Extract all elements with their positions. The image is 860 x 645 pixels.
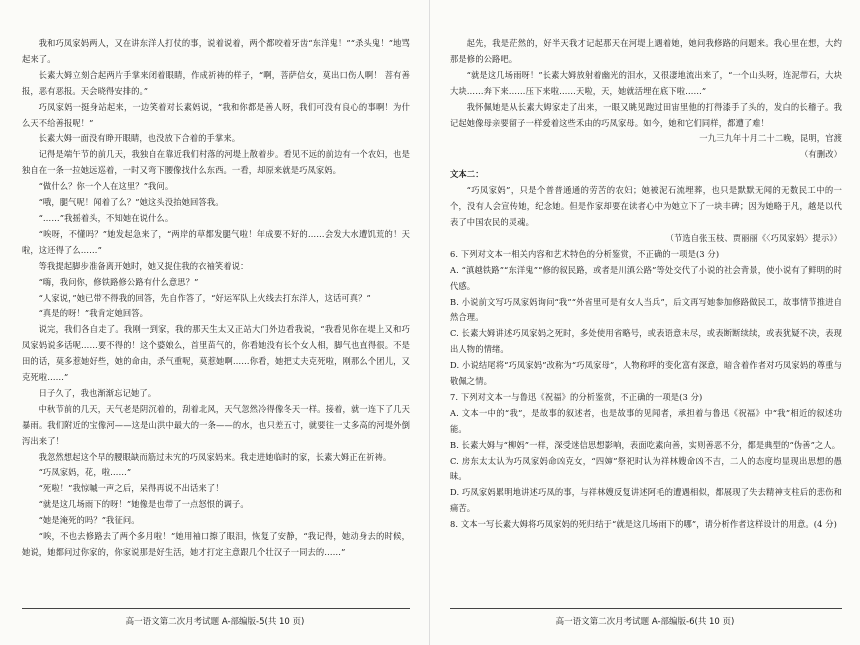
- left-paragraph: 记得是端午节的前几天，我独自在靠近我们村落的河堤上散着步。看见不远的前边有一个农妇，也是独自在一条一拉她远巡着，一时又弯下腰像找什么东西。一看，却原来就是巧凤家妈。: [22, 149, 410, 176]
- question-line: 6. 下列对文本一相关内容和艺术特色的分析鉴赏，不正确的一项是(3 分): [450, 248, 720, 259]
- question-line: 8. 文本一写长素大姆将巧凤家妈的死归结于“就是这几场雨下的哪”，请分析作者这样设计的用意。(4 分): [450, 519, 837, 530]
- left-footer: 高一语文第二次月考试题 A-部编版-5(共 10 页): [125, 617, 305, 627]
- left-paragraph: 说完，我们各自走了。我刚一到家，我的那天生太又正站大门外边看我说，“我看见你在堤上又和巧凤家妈说多话呢……要不得的！这个婆娘么，首里苗气的，你看她没有长个女人相，脚气也直得很。不是田的话，莫多惹她好些，她的命由，杀气重呢，莫惹她啊……你看，她把丈夫克死啦，刚那么个团儿，又克死啦……”: [22, 324, 410, 383]
- question-line: A. “滇越铁路”“东洋鬼”“修的叙民路，或者是川滇公路”等处交代了小说的社会背景，使小说有了鲜明的时代感。: [450, 264, 842, 291]
- left-paragraph: 我忽然想起这个早的腰眼缺而筋过未宄的巧凤家妈来。我走进她临时的家，长素大姆正在祈祷。: [38, 451, 392, 462]
- left-paragraph: 我和巧凤家妈两人，又在讲东洋人打仗的事，说着说着，两个都咬着牙齿“东洋鬼！”“杀头鬼！”地骂起来了。: [22, 38, 410, 64]
- footer-rule: [450, 608, 842, 609]
- left-paragraph: 长素大姆一面没有睁开眼睛，也没放下合着的手掌来。: [38, 133, 241, 144]
- left-paragraph: “嗨，我问你，修铁路修公路有什么意思？”: [38, 276, 199, 287]
- left-paragraph: 日子久了，我也渐渐忘记她了。: [38, 387, 157, 398]
- left-paragraph: “……”我摇着头，不知她在说什么。: [38, 212, 174, 223]
- left-paragraph: “巧凤家妈，花，啦……”: [38, 467, 132, 478]
- right-paragraph: 起先，我是茫然的，好半天我才记起那天在河堤上遇着她，她问我修路的问题来。我心里在想，大约那是修的公路吧。: [450, 38, 842, 64]
- right-paragraph: 我怀佩她是从长素大姆家走了出来，一眼又眺见跑过田宙里他的打得漆手了头的，发白的长稽子。我记起她像母亲要留子一样爱着这些禾由的巧凤家母。如今，她和它们同样，都遭了难！: [450, 101, 842, 128]
- left-paragraph: “人家说，”她已带不得我的回答，先自作答了，“好运军队上火线去打东洋人，这话可真？”: [38, 292, 371, 303]
- question-line: C. 房东太太认为巧凤家妈命凶克女，“四婶”祭祀时认为祥林嫂命凶不吉，二人的态度均显现出思想的愚昧。: [450, 455, 842, 482]
- question-line: 7. 下列对文本一与鲁迅《祝福》的分析鉴赏，不正确的一项是(3 分): [450, 391, 703, 402]
- right-paragraph: “就是这几场雨呀！”长素大姆放射着幽光的泪水，又很凄地流出来了，“一个山头呀，连泥带石，大块大块……奔下来……压下来啦……天啦，天，她就活埋在底下啦……”: [450, 69, 842, 96]
- section-heading: 文本二：: [450, 169, 484, 180]
- question-line: B. 小说前文写巧凤家妈询问“我”“外省里可是有女人当兵”，后文再写她参加修路做民工，故事情节推进自然合理。: [450, 296, 842, 323]
- question-line: C. 长素大姆讲述巧凤家妈之死时，多处使用省略号，或表语意未尽，或表断断续续，或表犹疑不决，表现出人物的情绪。: [450, 328, 842, 355]
- left-paragraph: “唉，不也去修路去了两个多月啦！”她用袖口擦了眼泪，恢复了安静，“我记得，她动身去的时候，她说，她都问过你家的，你家说那是好生活，她才打定主意跟几个壮汉子一同去的……”: [22, 531, 410, 557]
- right-footer: 高一语文第二次月考试题 A-部编版-6(共 10 页): [555, 617, 735, 627]
- left-paragraph: “就是这几场雨下的呀！”她像是也带了一点怒恨的调子。: [38, 499, 249, 510]
- left-paragraph: “她是淹死的吗？”我征问。: [38, 515, 140, 526]
- left-paragraph: 巧凤家妈一挺身站起来，一边笑着对长素妈说，“我和你都是善人呀，我们可没有良心的事啊！为什么天不给善报呢！”: [22, 101, 410, 128]
- question-line: A. 文本一中的“我”，是故事的叙述者，也是故事的见闻者，承担着与鲁迅《祝福》中“我”相近的叙述功能。: [450, 407, 842, 434]
- left-paragraph: “真是的呀！”我肯定她回答。: [38, 308, 149, 319]
- right-paragraph: （节选自张玉枝、贾丽丽《〈巧凤家妈〉提示》）: [665, 232, 842, 243]
- right-paragraph: （有删改）: [800, 149, 842, 160]
- right-paragraph: “巧凤家妈”，只是个普普通通的劳苦的农妇；她被泥石流埋葬，也只是默默无闻的无数民工中的一个，没有人会宣传她，纪念她。但是作家却要在读者心中为她立下了一块丰碑；因为她略于凡，越是以代表了中国农民的灵魂。: [450, 185, 842, 227]
- left-paragraph: “做什么？你一个人在这里？”我问。: [38, 181, 174, 192]
- question-line: B. 长素大姆与“柳妈”一样，深受迷信思想影响，表面吃素向善，实则善恶不分，都是典型的“伪善”之人。: [450, 439, 841, 450]
- right-paragraph: 一九三九年十月二十二晚，昆明，官渡: [699, 133, 842, 144]
- left-paragraph: “哦，腿气呢！闻着了么？”她这头没抬她回答我。: [38, 197, 224, 208]
- right-page: [430, 0, 860, 645]
- footer-rule: [22, 608, 410, 609]
- left-paragraph: 长素大姆立刻合起两片手掌来闭着眼睛，作成祈祷的样子，“啊，菩萨信女，莫出口伤人啊！ 菩有善报，恶有恶报。天会晓得安排的。”: [22, 69, 410, 96]
- question-line: D. 小说结尾将“巧凤家妈”改称为“巧凤家母”，人物称呼的变化富有深意，暗含着作者对巧凤家妈的尊重与敬佩之情。: [450, 360, 842, 387]
- left-paragraph: 中秋节前的几天，天气老是阴沉着的，刮着北风，天气忽然冷得像冬天一样。接着，就一连下了几天暴雨。我们附近的宝像河——这是山洪中最大的一条——的水，也只差五寸，就要往一丈多高的河堤外倒泻出来了！: [22, 403, 410, 446]
- left-paragraph: “死啦！”我惊嘁一声之后，呆得再说不出话来了！: [38, 483, 224, 494]
- left-paragraph: “唉呀，不懂吗？”她发起急来了，“两岸的草都发腿气啦！年成要不好的……会发大水遭饥荒的！天啦，这还得了么……”: [22, 228, 410, 255]
- question-line: D. 巧凤家妈累明地讲述巧凤的事，与祥林嫂反复讲述阿毛的遭遇相似，都展现了失去精神支柱后的悲伤和痛苦。: [450, 487, 842, 514]
- left-column: [22, 36, 410, 561]
- left-paragraph: 等我提起脚步准备离开她时，她又捉住我的衣袖笑着说：: [38, 260, 249, 271]
- right-column: [450, 36, 842, 533]
